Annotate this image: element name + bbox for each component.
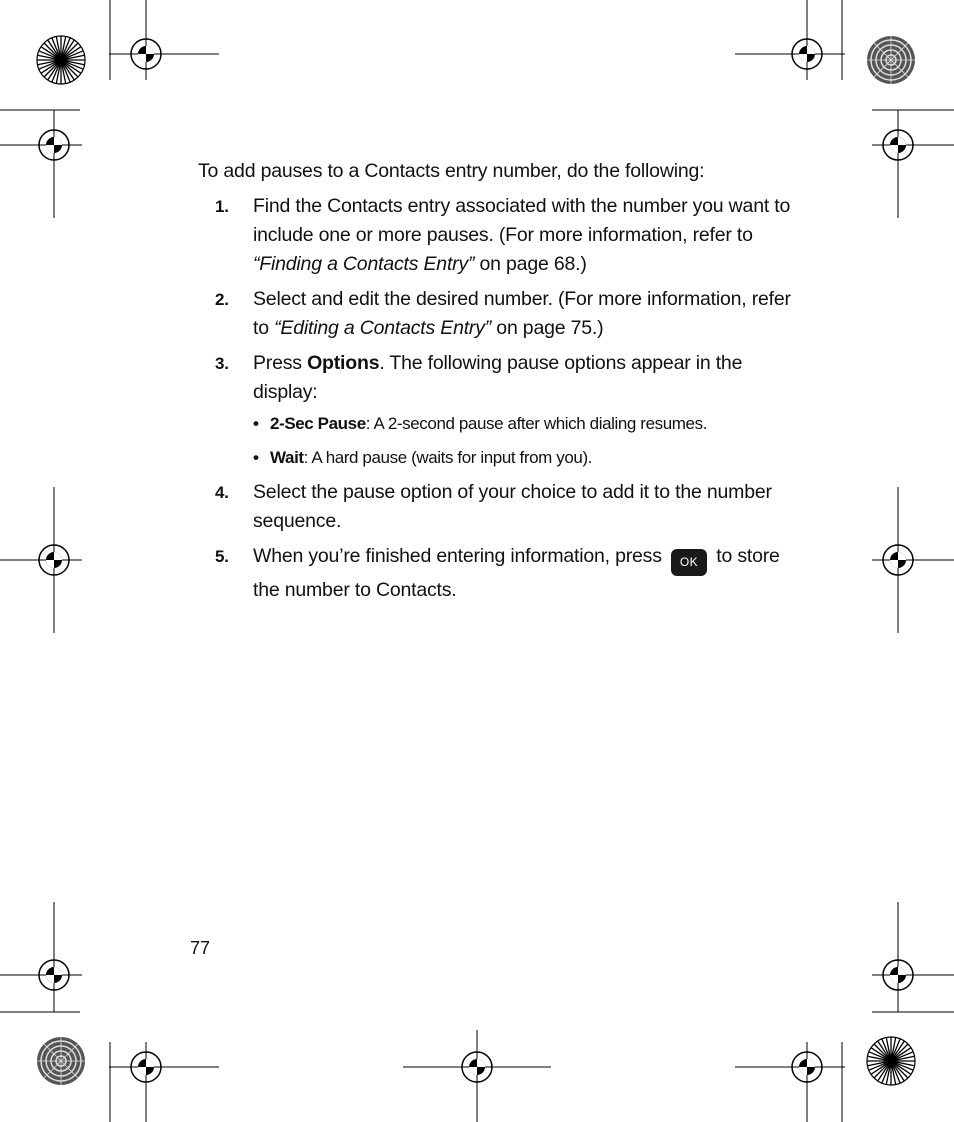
- step-1: [198, 192, 798, 279]
- pause-option-desc: : A hard pause (waits for input from you).: [303, 448, 593, 467]
- step-2: [198, 285, 798, 343]
- step-4: [198, 478, 798, 536]
- bullet-icon: •: [253, 448, 259, 467]
- step-3: [198, 349, 798, 472]
- step-text: When you’re finished entering information, press: [253, 545, 668, 567]
- step-text: to store the number to Contacts.: [253, 545, 780, 601]
- step-number: 5.: [215, 547, 229, 566]
- step-text: Select the pause option of your choice to add it to the number sequence.: [253, 481, 772, 532]
- pause-option-desc: : A 2-second pause after which dialing resumes.: [365, 414, 708, 433]
- step-text: on page 68.): [474, 253, 587, 275]
- step-text: Select and edit the desired number. (For more information, refer to: [253, 288, 791, 339]
- pause-option-item: [253, 443, 798, 472]
- cross-reference-link[interactable]: “Finding a Contacts Entry”: [253, 253, 475, 275]
- step-5: [198, 542, 798, 605]
- page-content: [198, 157, 798, 611]
- step-number: 4.: [215, 483, 229, 502]
- step-text: Find the Contacts entry associated with the number you want to include one or more pauses. (For more information, refer to: [253, 195, 791, 246]
- step-number: 1.: [215, 197, 229, 216]
- steps-list: [198, 192, 798, 605]
- pause-options-list: [253, 409, 798, 472]
- page-number: 77: [190, 938, 211, 958]
- pause-option-term: Wait: [270, 448, 304, 467]
- step-number: 2.: [215, 290, 229, 309]
- step-text: . The following pause options appear in the display:: [253, 352, 743, 403]
- step-number: 3.: [215, 354, 229, 373]
- cross-reference-link[interactable]: “Editing a Contacts Entry”: [274, 317, 492, 339]
- intro-paragraph: To add pauses to a Contacts entry number, do the following:: [198, 160, 705, 182]
- step-text: Press: [253, 352, 308, 374]
- pause-option-term: 2-Sec Pause: [270, 414, 366, 433]
- bullet-icon: •: [253, 414, 259, 433]
- ok-key-icon: OK: [671, 549, 707, 576]
- step-text: on page 75.): [491, 317, 604, 339]
- options-softkey-label: Options: [307, 352, 380, 374]
- pause-option-item: [253, 409, 798, 438]
